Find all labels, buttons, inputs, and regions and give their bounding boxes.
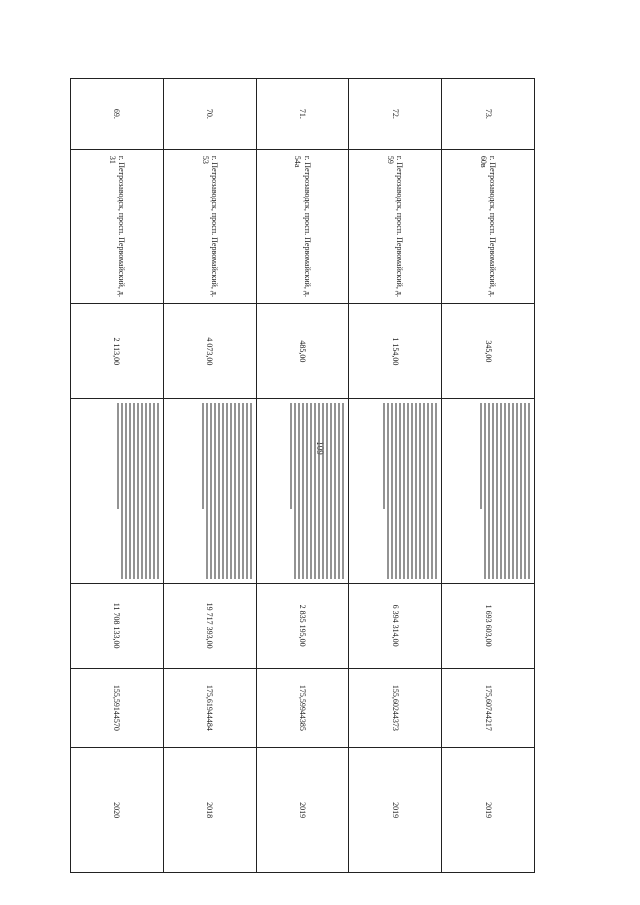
row-address: г. Петрозаводск, просп. Первомайский, д. 54а bbox=[257, 149, 349, 304]
row-year: 2019 bbox=[442, 747, 534, 872]
row-address: г. Петрозаводск, просп. Первомайский, д. 31 bbox=[71, 149, 163, 304]
works-text-lines bbox=[383, 403, 437, 579]
row-area: 485,00 bbox=[257, 303, 349, 398]
row-area: 1 154,00 bbox=[349, 303, 441, 398]
table-row bbox=[71, 79, 164, 872]
row-works bbox=[442, 398, 534, 583]
works-text-lines bbox=[480, 403, 530, 579]
row-unit-cost: 175,59944385 bbox=[257, 668, 349, 748]
table-row bbox=[442, 79, 534, 872]
row-number: 71. bbox=[298, 108, 308, 119]
row-address: г. Петрозаводск, просп. Первомайский, д. 53 bbox=[164, 149, 256, 304]
works-text-lines bbox=[290, 403, 344, 579]
row-unit-cost: 155,60244373 bbox=[349, 668, 441, 748]
table-row bbox=[164, 79, 257, 872]
row-number: 69. bbox=[112, 108, 122, 119]
row-cost: 6 394 314,00 bbox=[349, 583, 441, 668]
row-unit-cost: 155,59144570 bbox=[71, 668, 163, 748]
row-area: 4 073,00 bbox=[164, 303, 256, 398]
row-address: г. Петрозаводск, просп. Первомайский, д. 60в bbox=[442, 149, 534, 304]
row-number: 73. bbox=[483, 108, 493, 119]
row-works bbox=[349, 398, 441, 583]
row-cost: 2 835 195,00 bbox=[257, 583, 349, 668]
table-row bbox=[349, 79, 442, 872]
row-works bbox=[257, 398, 349, 583]
row-cost: 11 708 133,00 bbox=[71, 583, 163, 668]
table-row bbox=[257, 79, 350, 872]
row-address: г. Петрозаводск, просп. Первомайский, д. 59 bbox=[349, 149, 441, 304]
row-unit-cost: 175,61944484 bbox=[164, 668, 256, 748]
table-container bbox=[70, 78, 535, 873]
row-year: 2019 bbox=[257, 747, 349, 872]
row-year: 2019 bbox=[349, 747, 441, 872]
row-works bbox=[71, 398, 163, 583]
row-cost: 19 717 393,00 bbox=[164, 583, 256, 668]
row-year: 2018 bbox=[164, 747, 256, 872]
row-works bbox=[164, 398, 256, 583]
row-number: 70. bbox=[205, 108, 215, 119]
row-year: 2020 bbox=[71, 747, 163, 872]
row-unit-cost: 175,60744217 bbox=[442, 668, 534, 748]
row-area: 345,00 bbox=[442, 303, 534, 398]
works-text-lines bbox=[202, 403, 252, 579]
row-cost: 1 693 603,00 bbox=[442, 583, 534, 668]
works-text-lines bbox=[117, 403, 159, 579]
row-number: 72. bbox=[390, 108, 400, 119]
data-table bbox=[70, 78, 535, 873]
row-area: 2 113,00 bbox=[71, 303, 163, 398]
